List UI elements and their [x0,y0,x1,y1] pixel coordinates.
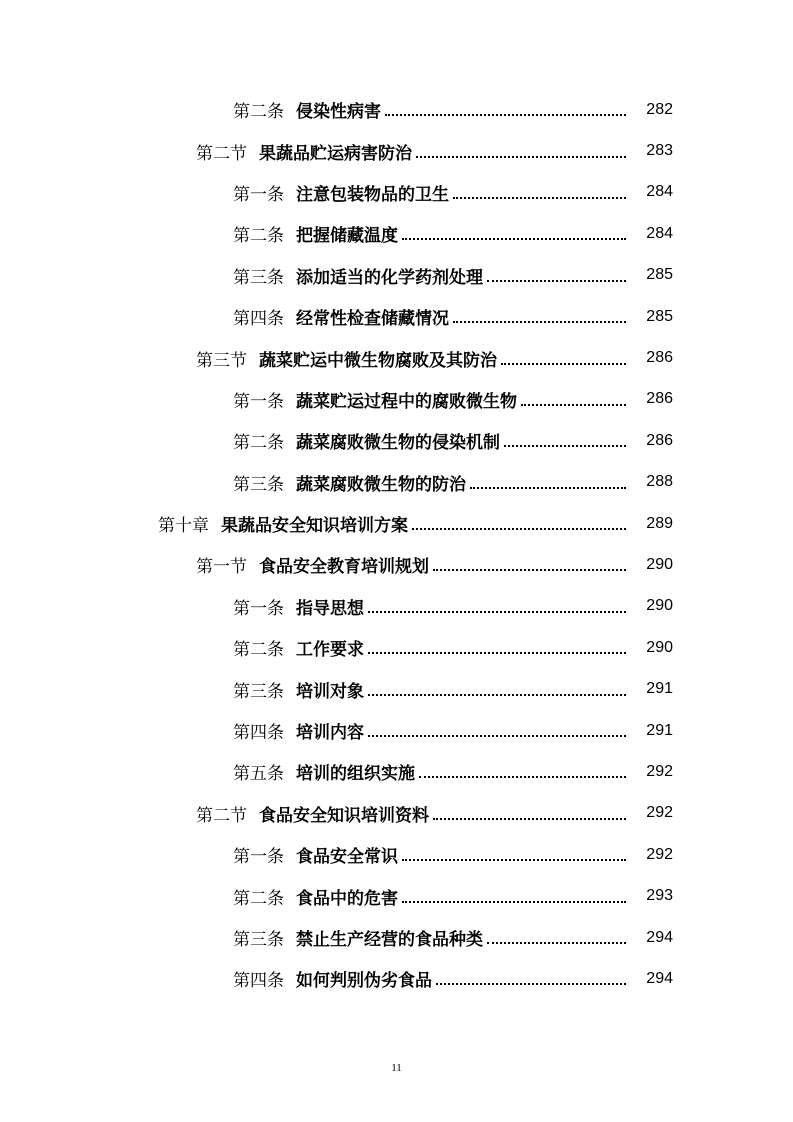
toc-entry-title: 蔬菜贮运中微生物腐败及其防治 [259,350,497,371]
toc-entry-page: 286 [646,349,673,367]
toc-entry[interactable] [0,213,793,254]
toc-entry-prefix: 第二条 [233,226,284,247]
toc-entry-page: 284 [646,183,673,201]
toc-entry-page: 286 [646,431,673,449]
toc-entry-prefix: 第二节 [196,805,247,826]
toc-entry-title: 经常性检查储藏情况 [296,309,449,330]
toc-entry-prefix: 第十章 [158,516,209,537]
toc-entry-chapter[interactable] [0,503,793,544]
toc-entry-title: 培训内容 [296,723,364,744]
toc-entry[interactable] [0,958,793,999]
toc-entry-page: 285 [646,307,673,325]
toc-entry-title: 果蔬品贮运病害防治 [259,143,412,164]
dot-leader [453,320,626,323]
toc-entry-title: 添加适当的化学药剂处理 [296,267,483,288]
dot-leader [436,982,626,985]
toc-entry-prefix: 第二条 [233,433,284,454]
dot-leader [385,113,626,116]
toc-entry-title: 蔬菜腐败微生物的防治 [296,474,466,495]
toc-entry-title: 如何判别伪劣食品 [296,971,432,992]
toc-entry-title: 果蔬品安全知识培训方案 [221,516,408,537]
dot-leader [470,486,626,489]
toc-entry-page: 288 [646,473,673,491]
toc-entry[interactable] [0,172,793,213]
toc-entry-page: 294 [646,969,673,987]
toc-entry-prefix: 第二条 [233,102,284,123]
toc-entry[interactable] [0,875,793,916]
toc-entry-prefix: 第三条 [233,930,284,950]
toc-entry[interactable] [0,89,793,130]
toc-entry-prefix: 第三条 [233,267,284,288]
toc-entry-prefix: 第四条 [233,309,284,330]
toc-entry[interactable] [0,379,793,420]
toc-entry-prefix: 第三节 [196,350,247,371]
toc-entry-page: 292 [646,845,673,863]
dot-leader [501,362,626,365]
dot-leader [402,900,626,903]
toc-entry[interactable] [0,668,793,709]
toc-entry-prefix: 第三条 [233,681,284,702]
dot-leader [416,155,626,158]
toc-entry-prefix: 第一条 [233,598,284,619]
toc-entry[interactable] [0,751,793,792]
toc-entry-page: 292 [646,804,673,822]
toc-entry-title: 食品安全知识培训资料 [259,805,429,826]
dot-leader [412,527,626,530]
toc-entry[interactable] [0,420,793,461]
toc-entry[interactable] [0,627,793,668]
toc-entry[interactable] [0,296,793,337]
dot-leader [433,568,626,571]
toc-entry-prefix: 第一节 [196,557,247,578]
dot-leader [402,858,626,861]
toc-entry-page: 283 [646,142,673,160]
toc-entry-title: 注意包装物品的卫生 [296,184,449,205]
toc-entry-page: 282 [646,100,673,118]
toc-entry-title: 把握储藏温度 [296,226,398,247]
toc-entry-page: 290 [646,597,673,615]
toc-entry-page: 291 [646,721,673,739]
dot-leader [487,279,626,282]
dot-leader [368,693,626,696]
toc-entry-title: 侵染性病害 [296,102,381,123]
table-of-contents [0,89,793,1000]
dot-leader [368,734,626,737]
toc-entry-page: 293 [646,887,673,905]
dot-leader [504,444,626,447]
toc-entry[interactable] [0,917,793,958]
toc-entry-title: 蔬菜腐败微生物的侵染机制 [296,433,500,454]
toc-entry-prefix: 第三条 [233,474,284,495]
toc-entry-title: 食品中的危害 [296,888,398,909]
dot-leader [521,403,626,406]
toc-entry-title: 培训对象 [296,681,364,702]
dot-leader [368,651,626,654]
toc-entry-title: 工作要求 [296,640,364,661]
toc-entry-page: 290 [646,638,673,656]
toc-entry[interactable] [0,255,793,296]
dot-leader [368,610,626,613]
toc-entry-title: 指导思想 [296,598,364,619]
toc-entry-page: 286 [646,390,673,408]
toc-entry[interactable] [0,337,793,378]
toc-entry-title: 培训的组织实施 [296,764,415,785]
dot-leader [487,941,626,944]
toc-entry-prefix: 第五条 [233,764,284,785]
dot-leader [453,196,626,199]
toc-entry[interactable] [0,544,793,585]
toc-entry-prefix: 第二条 [233,640,284,661]
dot-leader [419,775,626,778]
toc-entry[interactable] [0,462,793,503]
toc-entry-title: 蔬菜贮运过程中的腐败微生物 [296,391,517,412]
toc-entry-page: 291 [646,680,673,698]
toc-entry[interactable] [0,586,793,627]
toc-entry-page: 290 [646,555,673,573]
toc-entry-page: 292 [646,762,673,780]
toc-entry-prefix: 第一条 [233,184,284,205]
toc-entry-page: 285 [646,266,673,284]
toc-entry[interactable] [0,710,793,751]
toc-entry-prefix: 第一条 [233,391,284,412]
toc-entry-prefix: 第二条 [233,888,284,909]
toc-entry[interactable] [0,793,793,834]
toc-entry-prefix: 第四条 [233,971,284,992]
page-number: 11 [391,1062,402,1074]
toc-entry-title: 食品安全常识 [296,847,398,868]
toc-entry-page: 294 [646,928,673,946]
toc-entry[interactable] [0,130,793,171]
toc-entry-title: 食品安全教育培训规划 [259,557,429,578]
dot-leader [402,237,626,240]
toc-entry[interactable] [0,834,793,875]
dot-leader [433,817,626,820]
toc-entry-prefix: 第一条 [233,847,284,868]
toc-entry-page: 289 [646,514,673,532]
toc-entry-page: 284 [646,224,673,242]
toc-entry-prefix: 第二节 [196,143,247,164]
toc-entry-title: 禁止生产经营的食品种类 [296,930,483,950]
toc-entry-prefix: 第四条 [233,723,284,744]
